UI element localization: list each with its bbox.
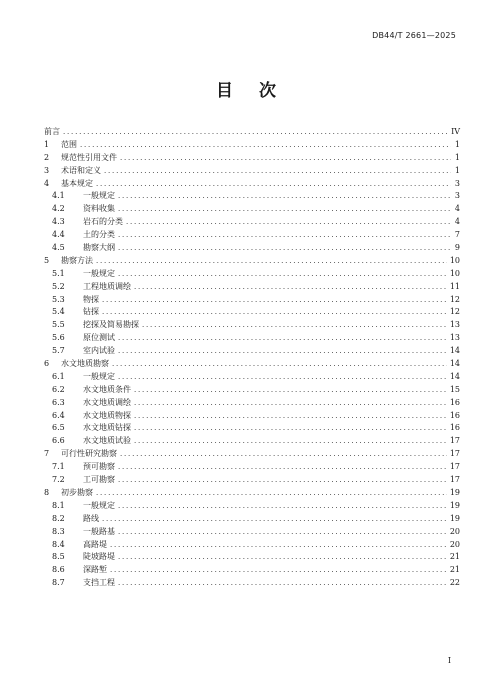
toc-entry-page: 10: [449, 255, 460, 265]
toc-entry-page: 14: [449, 346, 460, 356]
toc-entry-page: 21: [449, 552, 460, 562]
toc-dot-leader: [134, 422, 447, 435]
toc-entry-chapter[interactable]: [44, 358, 460, 371]
toc-entry-chapter[interactable]: [44, 448, 460, 461]
toc-entry-title: 高路堤: [83, 539, 107, 549]
toc-entry-page: 9: [454, 243, 460, 253]
table-of-contents: [44, 126, 460, 590]
toc-entry-number: 8.5: [52, 552, 65, 562]
toc-entry-page: 13: [449, 320, 460, 330]
toc-entry-section[interactable]: [44, 242, 460, 255]
toc-dot-leader: [80, 139, 451, 152]
toc-entry-page: 3: [454, 178, 460, 188]
toc-entry-page: IV: [451, 127, 460, 136]
toc-entry-page: 20: [449, 526, 460, 536]
toc-entry-title: 路线: [83, 513, 99, 523]
toc-entry-section[interactable]: [44, 577, 460, 590]
toc-entry-section[interactable]: [44, 410, 460, 423]
toc-entry-title: 水文地质调绘: [83, 397, 131, 407]
toc-entry-number: 4: [44, 178, 50, 188]
toc-entry-section[interactable]: [44, 319, 460, 332]
toc-dot-leader: [110, 539, 447, 552]
toc-dot-leader: [134, 410, 447, 423]
toc-entry-title: 挖探及简易勘探: [83, 320, 139, 330]
toc-entry-page: 4: [454, 204, 460, 214]
toc-entry-title: 一般规定: [83, 191, 115, 201]
toc-entry-page: 12: [449, 294, 460, 304]
toc-entry-title: 术语和定义: [61, 165, 101, 175]
toc-entry-section[interactable]: [44, 500, 460, 513]
toc-dot-leader: [118, 526, 447, 539]
toc-entry-page: 17: [449, 449, 460, 459]
toc-entry-section[interactable]: [44, 190, 460, 203]
toc-dot-leader: [102, 513, 447, 526]
toc-entry-page: 1: [454, 139, 460, 149]
toc-entry-chapter[interactable]: [44, 165, 460, 178]
toc-entry-page: 1: [454, 152, 460, 162]
toc-entry-section[interactable]: [44, 306, 460, 319]
toc-dot-leader: [134, 384, 447, 397]
toc-entry-page: 17: [449, 462, 460, 472]
toc-entry-number: 8.6: [52, 565, 65, 575]
toc-entry-chapter[interactable]: [44, 139, 460, 152]
toc-entry-number: 5.4: [52, 307, 65, 317]
toc-entry-number: 4.2: [52, 204, 65, 214]
toc-dot-leader: [118, 551, 447, 564]
toc-entry-number: 4.1: [52, 191, 65, 201]
toc-dot-leader: [118, 345, 447, 358]
toc-entry-number: 6.4: [52, 410, 65, 420]
toc-entry-section[interactable]: [44, 564, 460, 577]
toc-entry-title: 可行性研究勘察: [61, 449, 117, 459]
toc-entry-title: 工程地质调绘: [83, 281, 131, 291]
toc-entry-title: 一般规定: [83, 371, 115, 381]
toc-entry-number: 7.2: [52, 475, 65, 485]
toc-entry-number: 8.4: [52, 539, 65, 549]
toc-entry-title: 岩石的分类: [83, 217, 123, 227]
toc-entry-section[interactable]: [44, 371, 460, 384]
toc-entry-section[interactable]: [44, 281, 460, 294]
toc-dot-leader: [134, 435, 447, 448]
toc-dot-leader: [118, 332, 447, 345]
toc-entry-title: 前言: [44, 127, 60, 136]
toc-entry-section[interactable]: [44, 203, 460, 216]
toc-entry-title: 一般规定: [83, 268, 115, 278]
toc-entry-title: 一般规定: [83, 500, 115, 510]
toc-entry-number: 5.1: [52, 268, 65, 278]
toc-entry-page: 16: [449, 423, 460, 433]
toc-entry-number: 5.5: [52, 320, 65, 330]
document-code: DB44/T 2661—2025: [372, 31, 456, 40]
toc-entry-number: 6: [44, 359, 50, 369]
toc-entry-title: 深路堑: [83, 565, 107, 575]
toc-entry-number: 8.3: [52, 526, 65, 536]
toc-dot-leader: [96, 255, 447, 268]
toc-entry-title: 钻探: [83, 307, 99, 317]
toc-entry-number: 4.3: [52, 217, 65, 227]
toc-dot-leader: [118, 190, 451, 203]
toc-dot-leader: [102, 294, 447, 307]
toc-entry-number: 8.7: [52, 578, 65, 588]
toc-entry-number: 5.6: [52, 333, 65, 343]
toc-entry-page: 11: [449, 281, 460, 291]
toc-entry-title: 范围: [61, 139, 77, 149]
toc-entry-chapter[interactable]: [44, 152, 460, 165]
title-char-2: 次: [259, 81, 276, 101]
toc-dot-leader: [118, 474, 447, 487]
toc-entry-page: 20: [449, 539, 460, 549]
toc-entry-number: 1: [44, 139, 50, 149]
toc-entry-page: 10: [449, 268, 460, 278]
toc-entry-title: 预可勘察: [83, 462, 115, 472]
toc-dot-leader: [120, 152, 451, 165]
toc-entry-page: 16: [449, 410, 460, 420]
toc-entry-section[interactable]: [44, 422, 460, 435]
toc-entry-chapter[interactable]: [44, 178, 460, 191]
toc-entry-page: 14: [449, 359, 460, 369]
toc-entry-title: 资料收集: [83, 204, 115, 214]
toc-dot-leader: [110, 564, 447, 577]
toc-entry-page: 1: [454, 165, 460, 175]
page-title: [0, 76, 492, 101]
toc-entry-number: 5.7: [52, 346, 65, 356]
toc-entry-title: 勘察大纲: [83, 243, 115, 253]
toc-entry-title: 勘察方法: [61, 255, 93, 265]
toc-dot-leader: [118, 371, 447, 384]
toc-dot-leader: [118, 268, 447, 281]
toc-entry-page: 17: [449, 436, 460, 446]
toc-dot-leader: [118, 203, 451, 216]
toc-entry-page: 4: [454, 217, 460, 227]
toc-entry-page: 21: [449, 565, 460, 575]
page-number: I: [447, 656, 451, 665]
toc-entry-number: 7: [44, 449, 50, 459]
toc-dot-leader: [134, 397, 447, 410]
toc-entry-number: 8: [44, 487, 50, 497]
toc-dot-leader: [118, 461, 447, 474]
toc-dot-leader: [102, 306, 447, 319]
toc-entry-title: 水文地质钻探: [83, 423, 131, 433]
toc-dot-leader: [142, 319, 447, 332]
toc-entry-section[interactable]: [44, 435, 460, 448]
toc-entry-page: 19: [449, 513, 460, 523]
toc-entry-chapter[interactable]: [44, 126, 460, 139]
toc-entry-section[interactable]: [44, 332, 460, 345]
toc-entry-title: 基本规定: [61, 178, 93, 188]
toc-entry-title: 水文地质试验: [83, 436, 131, 446]
toc-entry-page: 7: [454, 230, 460, 240]
toc-entry-number: 7.1: [52, 462, 65, 472]
toc-entry-number: 3: [44, 165, 50, 175]
toc-entry-page: 3: [454, 191, 460, 201]
toc-dot-leader: [118, 229, 451, 242]
toc-entry-section[interactable]: [44, 526, 460, 539]
title-char-1: 目: [216, 81, 233, 101]
toc-entry-section[interactable]: [44, 229, 460, 242]
toc-entry-number: 4.5: [52, 243, 65, 253]
toc-entry-section[interactable]: [44, 216, 460, 229]
toc-entry-page: 17: [449, 475, 460, 485]
toc-entry-title: 水文地质物探: [83, 410, 131, 420]
toc-entry-title: 土的分类: [83, 230, 115, 240]
toc-entry-number: 6.1: [52, 371, 65, 381]
toc-dot-leader: [63, 126, 448, 139]
toc-entry-number: 6.3: [52, 397, 65, 407]
toc-entry-page: 12: [449, 307, 460, 317]
toc-dot-leader: [104, 165, 451, 178]
toc-entry-page: 19: [449, 500, 460, 510]
toc-entry-number: 5.2: [52, 281, 65, 291]
toc-entry-title: 一般路基: [83, 526, 115, 536]
toc-entry-number: 8.1: [52, 500, 65, 510]
toc-dot-leader: [134, 281, 447, 294]
toc-entry-chapter[interactable]: [44, 487, 460, 500]
toc-entry-number: 6.5: [52, 423, 65, 433]
toc-entry-number: 5.3: [52, 294, 65, 304]
toc-entry-number: 8.2: [52, 513, 65, 523]
toc-entry-section[interactable]: [44, 384, 460, 397]
toc-entry-title: 工可勘察: [83, 475, 115, 485]
toc-dot-leader: [96, 487, 447, 500]
toc-entry-title: 室内试验: [83, 346, 115, 356]
toc-dot-leader: [112, 358, 447, 371]
toc-dot-leader: [118, 242, 451, 255]
toc-entry-title: 水文地质条件: [83, 384, 131, 394]
toc-entry-title: 原位测试: [83, 333, 115, 343]
toc-entry-number: 6.2: [52, 384, 65, 394]
toc-entry-title: 物探: [83, 294, 99, 304]
toc-dot-leader: [126, 216, 451, 229]
toc-entry-page: 19: [449, 487, 460, 497]
toc-dot-leader: [118, 577, 447, 590]
toc-dot-leader: [96, 178, 451, 191]
toc-entry-section[interactable]: [44, 345, 460, 358]
toc-dot-leader: [118, 500, 447, 513]
toc-entry-title: 初步勘察: [61, 487, 93, 497]
toc-entry-page: 15: [449, 384, 460, 394]
toc-entry-number: 5: [44, 255, 50, 265]
toc-entry-chapter[interactable]: [44, 255, 460, 268]
toc-entry-section[interactable]: [44, 513, 460, 526]
toc-entry-title: 支挡工程: [83, 578, 115, 588]
toc-entry-title: 规范性引用文件: [61, 152, 117, 162]
toc-entry-page: 14: [449, 371, 460, 381]
toc-entry-section[interactable]: [44, 397, 460, 410]
toc-entry-section[interactable]: [44, 551, 460, 564]
toc-entry-number: 2: [44, 152, 50, 162]
toc-entry-section[interactable]: [44, 474, 460, 487]
toc-entry-title: 水文地质勘察: [61, 359, 109, 369]
toc-entry-page: 22: [449, 578, 460, 588]
toc-entry-section[interactable]: [44, 539, 460, 552]
toc-entry-number: 4.4: [52, 230, 65, 240]
toc-entry-section[interactable]: [44, 461, 460, 474]
toc-entry-section[interactable]: [44, 294, 460, 307]
toc-entry-page: 13: [449, 333, 460, 343]
toc-entry-section[interactable]: [44, 268, 460, 281]
toc-entry-number: 6.6: [52, 436, 65, 446]
toc-entry-title: 陡坡路堤: [83, 552, 115, 562]
toc-dot-leader: [120, 448, 447, 461]
toc-entry-page: 16: [449, 397, 460, 407]
